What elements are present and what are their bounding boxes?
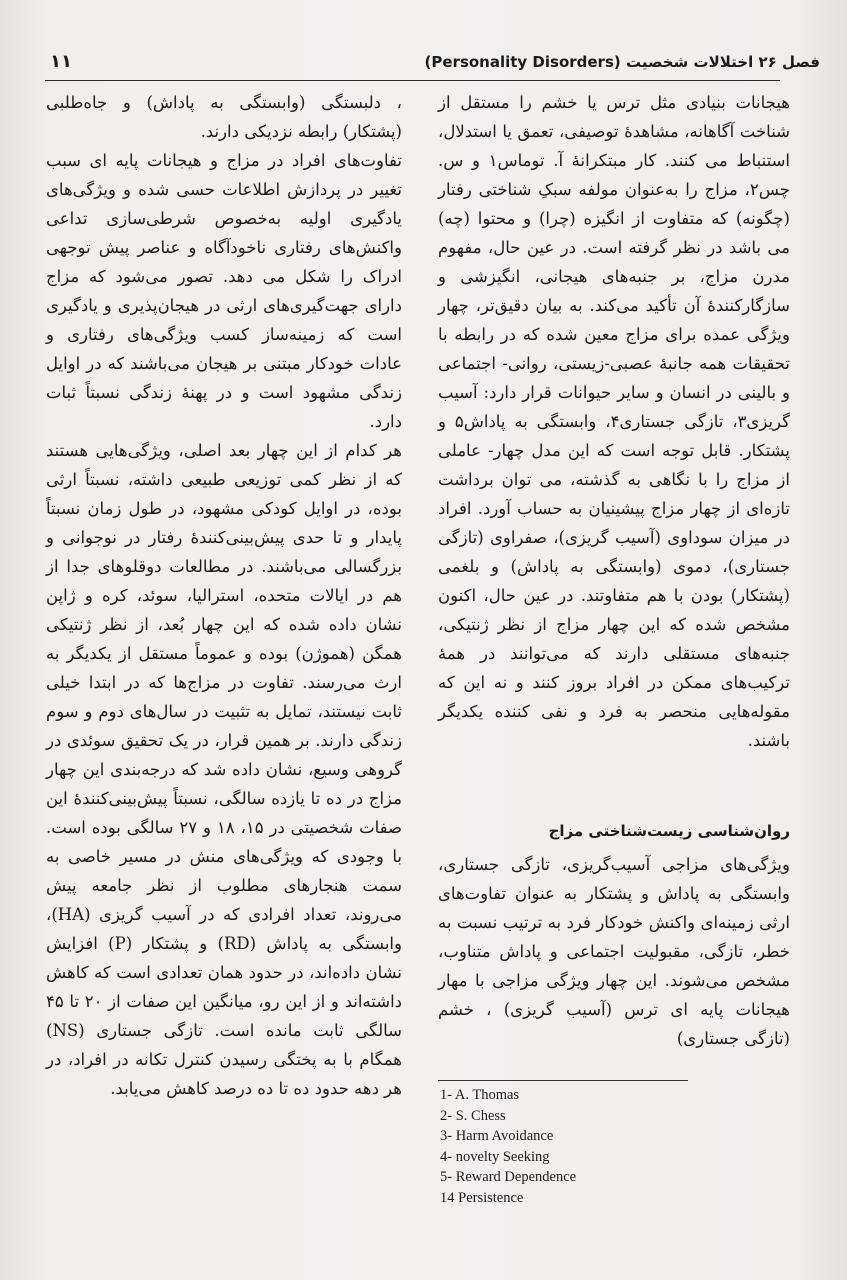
- footnotes: [440, 1085, 740, 1208]
- paragraph-sensory-processing: تفاوت‌های افراد در مزاج و هیجانات پایه ای سبب تغییر در پردازش اطلاعات حسی شده و ویژگی‌های یادگیری اولیه به‌خصوص شرطی‌سازی تداعی واکنش‌های رفتاری ناخودآگاه و عناصر پیش توجهی ادراک را شکل می دهد. تصور می‌شود که مزاج دارای جهت‌گیری‌های ارثی در هیجان‌پذیری و یادگیری است که زمینه‌ساز کسب ویژگی‌های رفتاری و عادات خودکار مبتنی بر هیجان می‌باشند که در اوایل زندگی مشهود است و در پهنهٔ زندگی نسبتاً ثبات دارد.: [46, 151, 402, 431]
- right-column: [438, 88, 790, 755]
- footnote-item: 14 Persistence: [440, 1189, 524, 1206]
- chapter-title: فصل ۲۶ اختلالات شخصیت (Personality Disorders): [424, 53, 820, 71]
- section-paragraph: ویژگی‌های مزاجی آسیب‌گریزی، تازگی جستاری، وابستگی به پاداش و پشتکار به عنوان تفاوت‌های ارثی زمینه‌ای واکنش خودکار فرد به ترتیب نسبت به خطر، تازگی، مقبولیت اجتماعی و پاداش متناوب، مشخص می‌شوند. این چهار ویژگی مزاجی با مهار هیجانات پایه ای ترس (آسیب گریزی) ، خشم (تازگی جستاری): [438, 855, 790, 1048]
- footnote-item: 5- Reward Dependence: [440, 1169, 577, 1185]
- footnote-item: 1- A. Thomas: [440, 1087, 520, 1103]
- footnote-item: 3- Harm Avoidance: [440, 1128, 554, 1144]
- footnote-item: 4- novelty Seeking: [440, 1148, 550, 1165]
- left-column: [46, 88, 402, 1103]
- header-divider: [45, 80, 780, 81]
- section-body: [438, 850, 790, 1053]
- section-heading: روان‌شناسی زیست‌شناختی مزاج: [548, 822, 790, 840]
- running-header: [40, 48, 820, 76]
- footnote-divider: [438, 1080, 688, 1081]
- paragraph-four-dimensions: هر کدام از این چهار بعد اصلی، ویژگی‌هایی هستند که از نظر کمی توزیعی طبیعی داشته، نسبتاً ارثی بوده، در اوایل کودکی مشهود، در طول زمان نسبتاً پایدار و تا حدی پیش‌بینی‌کنندهٔ رفتار در نوجوانی و بزرگسالی می‌باشند. در مطالعات دوقلوهای جدا از هم در ایالات متحده، استرالیا، سوئد، کره و ژاپن نشان داده شده که این چهار بُعد، از نظر ژنتیکی همگن (هموژن) بوده و عموماً مستقل از یکدیگر به ارث می‌رسند. تفاوت در مزاج‌ها که در ابتدا خیلی ثابت نیستند، تمایل به تثبیت در سال‌های دوم و سوم زندگی دارند. بر همین قرار، در یک تحقیق سوئدی در گروهی وسیع، نشان داده شد که درجه‌بندی این چهار مزاج در ده تا یازده سالگی، نسبتاً پیش‌بینی‌کنندهٔ این صفات شخصیتی در ۱۵، ۱۸ و ۲۷ سالگی بوده است. با وجودی که ویژگی‌های منش در مسیر خاصی به سمت هنجارهای مطلوب از نظر جامعه پیش می‌روند، تعداد افرادی که در آسیب گریزی (HA)، وابستگی به پاداش (RD) و پشتکار (P) افزایش نشان داده‌اند، در حدود همان تعدادی است که کاهش داشته‌اند و از این رو، میانگین این صفات از ۲۰ تا ۴۵ سالگی ثابت مانده است. تازگی جستاری (NS) همگام با به پختگی رسیدن کنترل تکانه در افراد، در هر دهه حدود ده تا ده درصد کاهش می‌یابد.: [46, 441, 402, 1098]
- continued-paragraph: ، دلبستگی (وابستگی به پاداش) و جاه‌طلبی (پشتکار) رابطه نزدیکی دارند.: [46, 93, 402, 141]
- footnote-item: 2- S. Chess: [440, 1107, 506, 1124]
- page-number: ۱۱: [50, 51, 72, 72]
- intro-paragraph: هیجانات بنیادی مثل ترس یا خشم را مستقل از شناخت آگاهانه، مشاهدهٔ توصیفی، تعمق یا استدلال، استنباط می کنند. کار مبتکرانهٔ آ. توماس۱ و س. چس۲، مزاج را به‌عنوان مولفه سبکِ شناختی رفتار (چگونه) که متفاوت از انگیزه (چرا) و محتوا (چه) می باشد در نظر گرفته است. در عین حال، مفهوم مدرن مزاج، بر جنبه‌های هیجانی، انگیزشی و سازگارکنندهٔ آن تأکید می‌کند. به بیان دقیق‌تر، چهار ویژگی عمده برای مزاج معین شده که در رابطه با تحقیقات همه جانبهٔ عصبی-زیستی، روانی- اجتماعی و بالینی در انسان و سایر حیوانات قرار دارد: آسیب گریزی۳، تازگی جستاری۴، وابستگی به پاداش۵ و پشتکار. قابل توجه است که این مدل چهار- عاملی از مزاج را با نگاهی به گذشته، می توان برداشت تازه‌ای از چهار مزاج پیشینیان به حساب آورد. افراد در میزان سوداوی (آسیب گریزی)، صفراوی (تازگی جستاری)، دموی (وابستگی به پاداش) و بلغمی (پشتکار) بودن با هم متفاوتند. در عین حال، اکنون مشخص شده که این چهار مزاج از نظر ژنتیکی، جنبه‌های مستقلی دارند که می‌توانند در همهٔ ترکیب‌های ممکن در افراد بروز کنند و نه این که مقوله‌هایی منحصر به فرد و نفی کننده یکدیگر باشند.: [438, 93, 790, 750]
